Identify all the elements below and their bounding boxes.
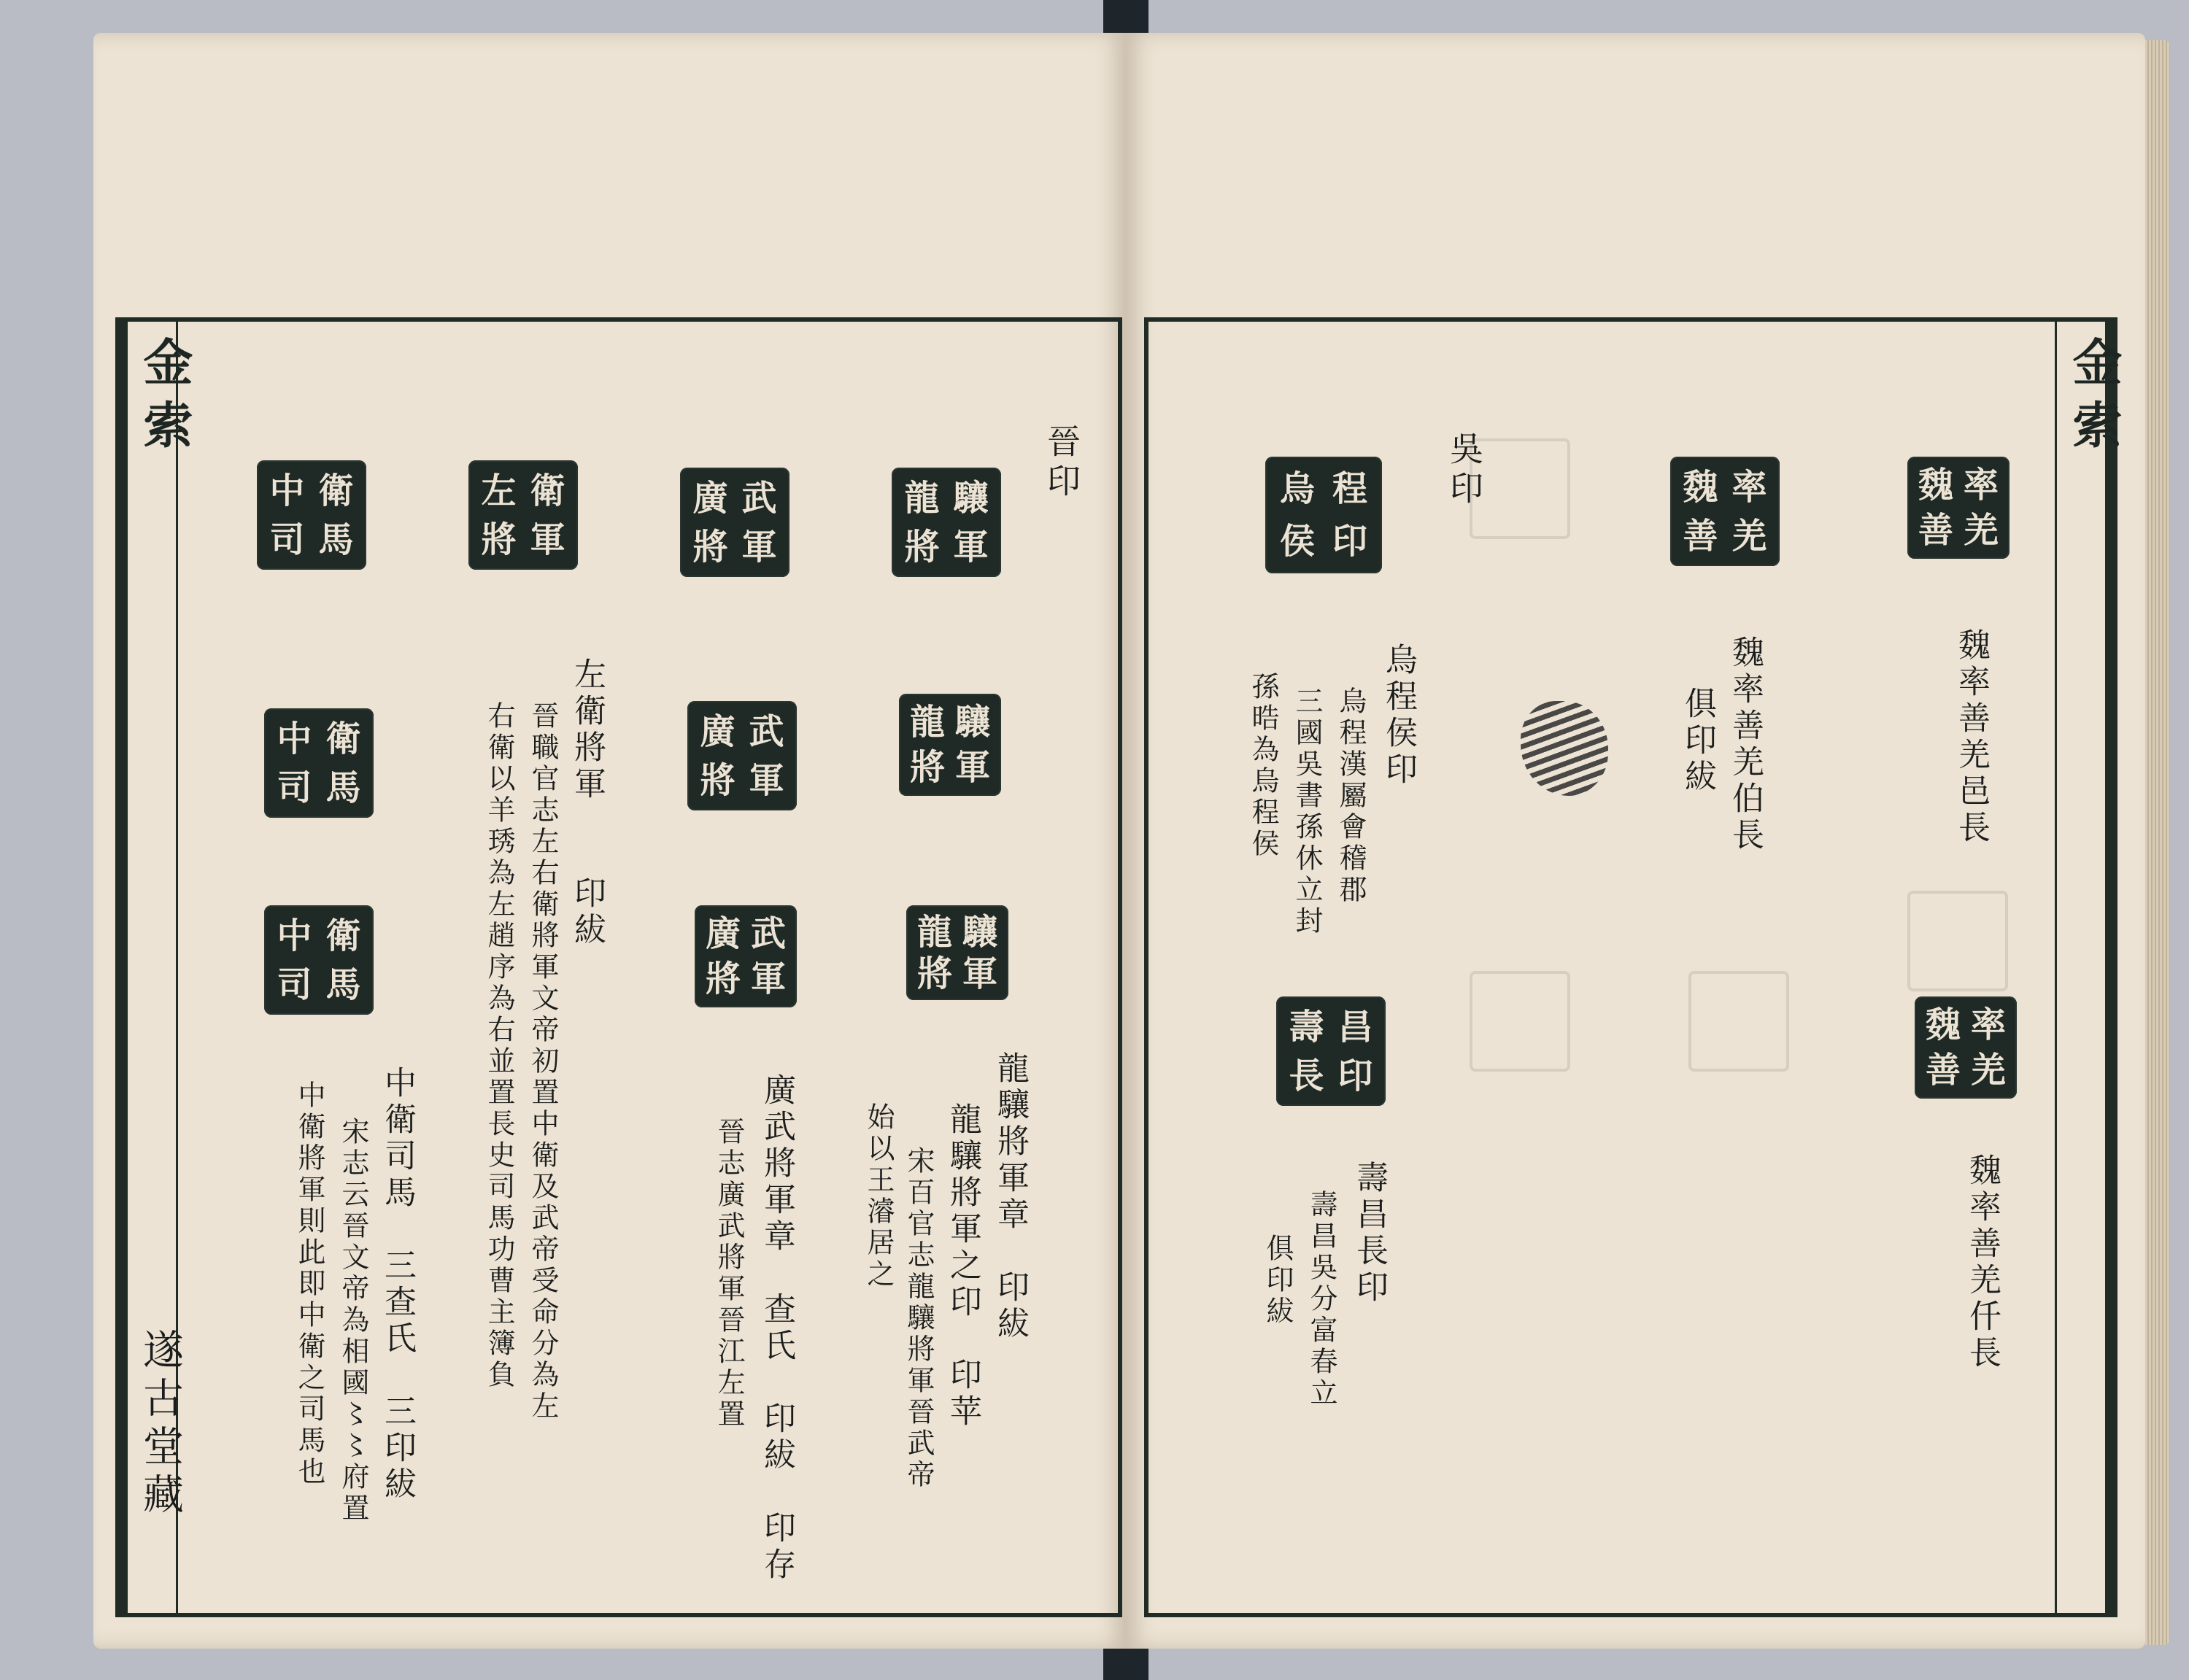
seal-char: 軍 [530, 519, 565, 560]
seal-char: 將 [904, 526, 940, 568]
commentary-text: 晉職官志左右衛將軍文帝初置中衛及武帝受命分為左 [527, 701, 559, 1422]
seal-char: 廣 [705, 913, 741, 954]
seal-char: 武 [749, 711, 784, 752]
right-page-frame [1144, 317, 2123, 1617]
bleed-through-mark [1688, 971, 1789, 1072]
seal-image [687, 701, 797, 810]
seal-char: 衛 [530, 470, 565, 511]
seal-char: 魏 [1918, 465, 1953, 506]
inscription-text: 中衛司馬 三查氏 三印紱 [379, 1066, 416, 1503]
seal-char: 武 [750, 913, 786, 954]
seal-char: 龍 [909, 702, 945, 743]
seal-char: 中 [269, 470, 305, 511]
seal-char: 程 [1332, 468, 1367, 509]
seal-char: 中 [277, 718, 312, 759]
collector-mark: 遂古堂藏 [136, 1328, 184, 1521]
inscription-text: 魏率善羌伯長 [1726, 635, 1764, 854]
ink-smudge [1521, 701, 1608, 796]
seal-char: 羌 [1963, 510, 1999, 551]
seal-char: 衛 [325, 915, 361, 956]
seal-char: 軍 [954, 747, 990, 788]
seal-image [468, 460, 578, 570]
seal-char: 軍 [962, 953, 997, 994]
seal-char: 左 [481, 470, 517, 511]
seal-char: 龍 [916, 911, 952, 953]
seal-char: 將 [705, 959, 741, 999]
seal-char: 善 [1925, 1050, 1961, 1091]
seal-char: 羌 [1731, 515, 1767, 557]
seal-char: 羌 [1970, 1050, 2006, 1091]
commentary-text: 宋百官志龍驤將軍晉武帝 [903, 1146, 935, 1491]
seal-char: 魏 [1925, 1004, 1961, 1045]
section-heading-wu: 吳印 [1445, 431, 1484, 510]
seal-image [680, 468, 789, 577]
seal-char: 驤 [954, 702, 990, 743]
seal-image [264, 708, 374, 818]
page-edges [2145, 40, 2170, 1645]
seal-char: 廣 [700, 711, 736, 752]
seal-image [264, 905, 374, 1015]
seal-image [899, 694, 1001, 796]
seal-char: 廣 [692, 477, 728, 519]
commentary-text: 宋志云晉文帝為相國〻〻府置 [337, 1117, 369, 1525]
fold-title: 金索 [2064, 336, 2123, 462]
seal-char: 軍 [953, 526, 989, 568]
seal-char: 將 [909, 747, 945, 788]
seal-char: 軍 [749, 759, 784, 801]
fold-title: 金索 [135, 336, 193, 462]
seal-image [1670, 457, 1780, 566]
seal-char: 率 [1731, 466, 1767, 508]
commentary-text: 始以王濬居之 [862, 1102, 895, 1290]
seal-char: 印 [1332, 521, 1367, 562]
seal-char: 司 [269, 519, 305, 560]
left-page [93, 33, 1128, 1649]
inscription-text: 俱印紱 [1679, 686, 1716, 796]
seal-image [257, 460, 366, 570]
seal-char: 馬 [325, 767, 361, 808]
seal-char: 驤 [962, 911, 997, 953]
inscription-text: 魏率善羌邑長 [1953, 628, 1990, 847]
bleed-through-mark [1470, 971, 1570, 1072]
seal-image [1276, 996, 1386, 1106]
commentary-text: 右衛以羊琇為左趙序為右並置長史司馬功曹主簿負 [483, 701, 515, 1391]
seal-image [1907, 457, 2010, 559]
seal-char: 將 [916, 953, 952, 994]
seal-char: 司 [277, 767, 312, 808]
seal-char: 昌 [1337, 1006, 1373, 1048]
inscription-text: 龍驤將軍章 印紱 [992, 1051, 1029, 1343]
seal-char: 中 [277, 915, 312, 956]
seal-char: 龍 [904, 477, 940, 519]
inscription-text: 龍驤將軍之印 印苹 [944, 1102, 981, 1431]
seal-char: 善 [1918, 510, 1953, 551]
seal-char: 侯 [1279, 521, 1315, 562]
seal-char: 武 [741, 477, 777, 519]
seal-char: 司 [277, 964, 312, 1005]
inscription-text: 魏率善羌仟長 [1964, 1153, 2001, 1372]
commentary-text: 烏程漢屬會稽郡 [1335, 686, 1367, 906]
seal-char: 軍 [750, 959, 786, 999]
section-heading-jin: 晉印 [1042, 424, 1081, 503]
commentary-text: 孫晧為烏程侯 [1247, 672, 1279, 860]
left-page-frame [115, 317, 1122, 1617]
inscription-text: 廣武將軍章 查氏 印紱 印存 [758, 1073, 795, 1584]
seal-char: 率 [1963, 465, 1999, 506]
commentary-text: 三國吳書孫休立封 [1291, 686, 1323, 937]
seal-image [892, 468, 1001, 577]
commentary-text: 中衛將軍則此即中衛之司馬也 [293, 1080, 325, 1488]
bleed-through-mark [1470, 438, 1570, 539]
seal-char: 衛 [318, 470, 354, 511]
seal-image [906, 905, 1008, 1000]
seal-char: 將 [692, 526, 728, 568]
seal-char: 將 [481, 519, 517, 560]
seal-char: 軍 [741, 526, 777, 568]
seal-char: 馬 [325, 964, 361, 1005]
seal-char: 將 [700, 759, 736, 801]
seal-char: 率 [1970, 1004, 2006, 1045]
seal-char: 壽 [1289, 1006, 1324, 1048]
inscription-text: 烏程侯印 [1380, 643, 1417, 789]
seal-char: 烏 [1279, 468, 1315, 509]
inscription-text: 左衛將軍 印紱 [568, 657, 606, 949]
inscription-text: 壽昌長印 [1351, 1161, 1388, 1307]
commentary-text: 壽昌吳分富春立 [1305, 1190, 1337, 1409]
seal-char: 長 [1289, 1055, 1324, 1096]
seal-char: 魏 [1683, 466, 1718, 508]
seal-char: 印 [1337, 1055, 1373, 1096]
seal-char: 驤 [953, 477, 989, 519]
right-fold-band [2055, 322, 2123, 1613]
seal-image [1915, 996, 2017, 1099]
seal-char: 衛 [325, 718, 361, 759]
commentary-text: 俱印紱 [1262, 1234, 1294, 1328]
left-fold-band [126, 322, 193, 1613]
seal-char: 善 [1683, 515, 1718, 557]
seal-char: 馬 [318, 519, 354, 560]
commentary-text: 晉志廣武將軍晉江左置 [713, 1117, 745, 1431]
right-page [1124, 33, 2145, 1649]
seal-image [695, 905, 797, 1007]
seal-image [1265, 457, 1382, 573]
bleed-through-mark [1907, 891, 2008, 991]
